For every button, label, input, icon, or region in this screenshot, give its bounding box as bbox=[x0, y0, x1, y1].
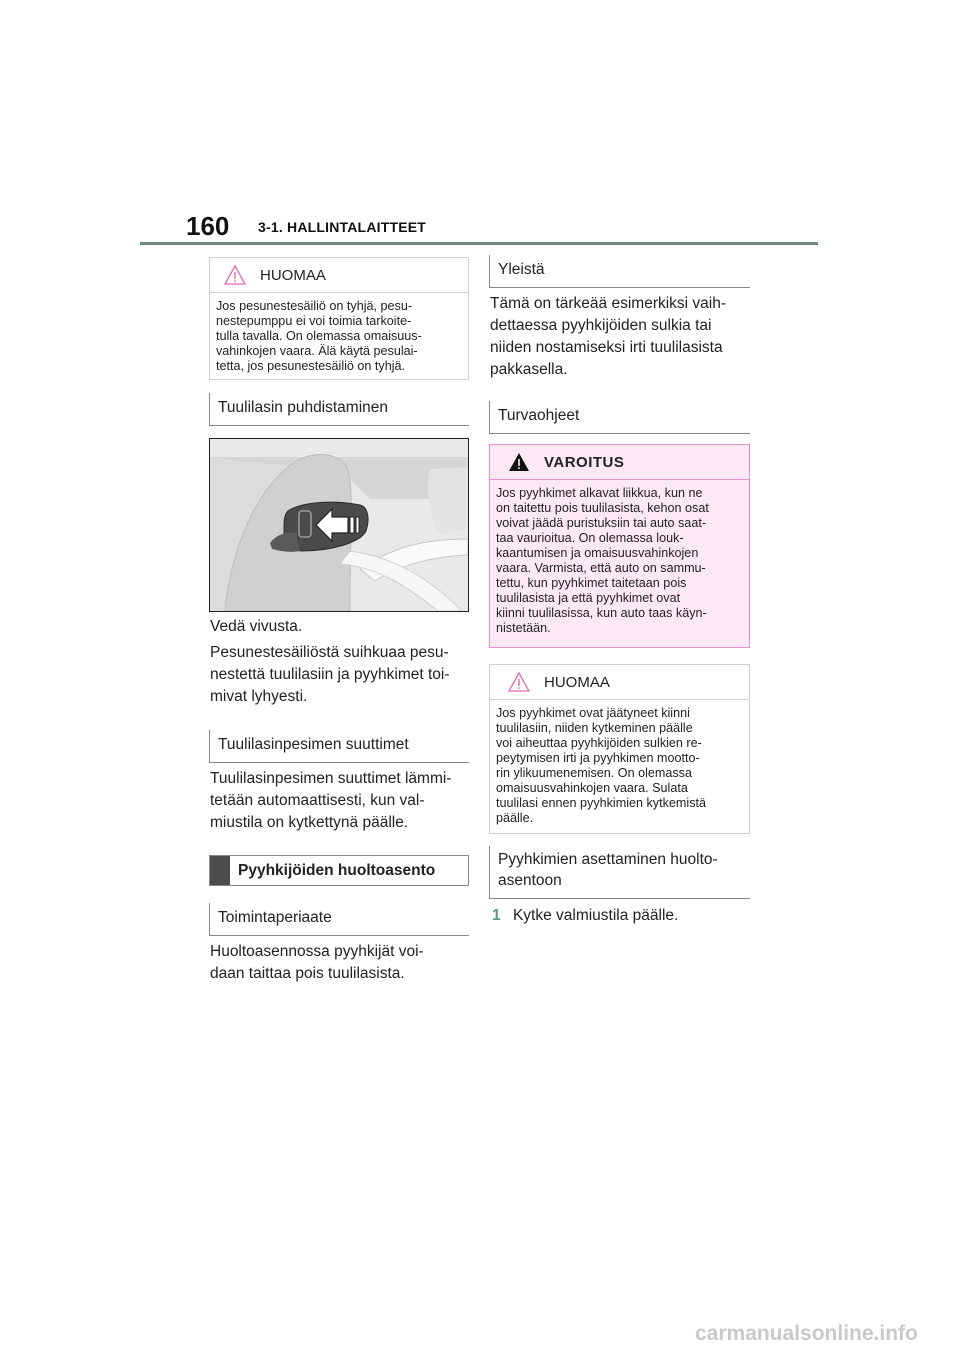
text-line: mivat lyhyesti. bbox=[210, 688, 308, 705]
warning-body bbox=[490, 480, 749, 636]
notice-line: tuulilasiin, niiden kytkeminen päälle bbox=[496, 721, 693, 735]
notice-body bbox=[490, 700, 749, 826]
warning-line: Jos pyyhkimet alkavat liikkua, kun ne bbox=[496, 486, 703, 500]
chapter-title: 3-1. HALLINTALAITTEET bbox=[258, 219, 427, 235]
text-line: niiden nostamiseksi irti tuulilasista bbox=[490, 339, 723, 356]
notice-box-frozen-wipers bbox=[489, 664, 750, 834]
wiper-lever-illustration bbox=[209, 438, 469, 612]
heading-accent-bar bbox=[210, 856, 230, 885]
step-number: 1 bbox=[492, 907, 501, 924]
text-line: tetään automaattisesti, kun val- bbox=[210, 792, 425, 809]
section-heading-text: Yleistä bbox=[498, 261, 545, 278]
notice-title-bar bbox=[210, 258, 468, 293]
text-line: dettaessa pyyhkijöiden sulkia tai bbox=[490, 317, 712, 334]
notice-line: omaisuusvahinkojen vaara. Sulata bbox=[496, 781, 688, 795]
page-number: 160 bbox=[186, 211, 230, 241]
warning-line: tuulilasista ja että pyyhkimet ovat bbox=[496, 591, 681, 605]
section-heading-nozzles bbox=[209, 730, 469, 763]
heading-text: Pyyhkijöiden huoltoasento bbox=[238, 861, 436, 879]
caution-triangle-icon bbox=[508, 672, 530, 692]
notice-box-washer-empty bbox=[209, 257, 469, 380]
warning-line: vaara. Varmista, että auto on sammu- bbox=[496, 561, 706, 575]
notice-title: HUOMAA bbox=[260, 266, 326, 284]
step-text: Kytke valmiustila päälle. bbox=[512, 907, 679, 924]
warning-line: on taitettu pois tuulilasista, kehon osat bbox=[496, 501, 709, 515]
notice-line: päälle. bbox=[496, 811, 534, 825]
warning-line: voivat jäädä puristuksiin tai auto saat- bbox=[496, 516, 707, 530]
text-line: Huoltoasennossa pyyhkijät voi- bbox=[210, 943, 424, 960]
notice-title: HUOMAA bbox=[544, 673, 610, 691]
notice-line: nestepumppu ei voi toimia tarkoite- bbox=[216, 314, 412, 328]
section-heading-general bbox=[489, 255, 750, 288]
watermark: carmanualsonline.info bbox=[695, 1322, 918, 1345]
text-line: Pesunestesäiliöstä suihkuaa pesu- bbox=[210, 644, 449, 661]
warning-title: VAROITUS bbox=[544, 453, 625, 471]
notice-line: Jos pyyhkimet ovat jäätyneet kiinni bbox=[496, 706, 690, 720]
warning-triangle-icon bbox=[508, 452, 530, 472]
para-nozzles bbox=[210, 768, 472, 834]
caution-triangle-icon bbox=[224, 265, 246, 285]
section-heading-text: Toimintaperiaate bbox=[218, 909, 332, 926]
section-heading-principle bbox=[209, 903, 469, 936]
para-spray bbox=[210, 642, 472, 708]
notice-line: voi aiheuttaa pyyhkijöiden sulkien re- bbox=[496, 736, 702, 750]
notice-body bbox=[210, 293, 468, 374]
section-heading-safety bbox=[489, 401, 750, 434]
notice-title-bar bbox=[490, 665, 749, 700]
warning-line: kiinni tuulilasissa, kun auto taas käyn- bbox=[496, 606, 707, 620]
lever-drawing bbox=[210, 439, 468, 611]
section-heading-text: Turvaohjeet bbox=[498, 407, 580, 424]
section-heading-set-service-position bbox=[489, 846, 750, 899]
notice-line: tulla tavalla. On olemassa omaisuus- bbox=[216, 329, 422, 343]
text-line: Tämä on tärkeää esimerkiksi vaih- bbox=[490, 295, 727, 312]
notice-line: rin ylikuumenemisen. On olemassa bbox=[496, 766, 692, 780]
section-heading-text: Tuulilasinpesimen suuttimet bbox=[218, 736, 409, 753]
text-line: Tuulilasinpesimen suuttimet lämmi- bbox=[210, 770, 452, 787]
para-principle bbox=[210, 941, 472, 985]
section-heading-service-position bbox=[209, 855, 469, 886]
notice-line: Jos pesunestesäiliö on tyhjä, pesu- bbox=[216, 299, 413, 313]
warning-line: taa vaurioitua. On olemassa louk- bbox=[496, 531, 684, 545]
notice-line: tetta, jos pesunestesäiliö on tyhjä. bbox=[216, 359, 406, 373]
notice-line: tuulilasi ennen pyyhkimien kytkemistä bbox=[496, 796, 706, 810]
header-divider bbox=[140, 242, 818, 245]
section-heading-line: asentoon bbox=[498, 872, 562, 889]
warning-line: nistetään. bbox=[496, 621, 551, 635]
text-line: miustila on kytkettynä päälle. bbox=[210, 814, 409, 831]
notice-line: peytymisen irti ja pyyhkimen mootto- bbox=[496, 751, 700, 765]
section-heading-text: Tuulilasin puhdistaminen bbox=[218, 399, 389, 416]
section-heading-line: Pyyhkimien asettaminen huolto- bbox=[498, 851, 718, 868]
warning-box-wipers bbox=[489, 444, 750, 648]
warning-line: tettu, kun pyyhkimet taitetaan pois bbox=[496, 576, 687, 590]
para-pull-lever: Vedä vivusta. bbox=[210, 618, 303, 635]
warning-line: kaantumisen ja omaisuusvahinkojen bbox=[496, 546, 699, 560]
section-heading-washing bbox=[209, 393, 469, 426]
step-1 bbox=[492, 905, 754, 927]
para-general bbox=[490, 293, 755, 381]
notice-line: vahinkojen vaara. Älä käytä pesulai- bbox=[216, 344, 418, 358]
warning-title-bar bbox=[490, 445, 749, 480]
text-line: daan taittaa pois tuulilasista. bbox=[210, 965, 405, 982]
text-line: pakkasella. bbox=[490, 361, 568, 378]
text-line: nestettä tuulilasiin ja pyyhkimet toi- bbox=[210, 666, 450, 683]
